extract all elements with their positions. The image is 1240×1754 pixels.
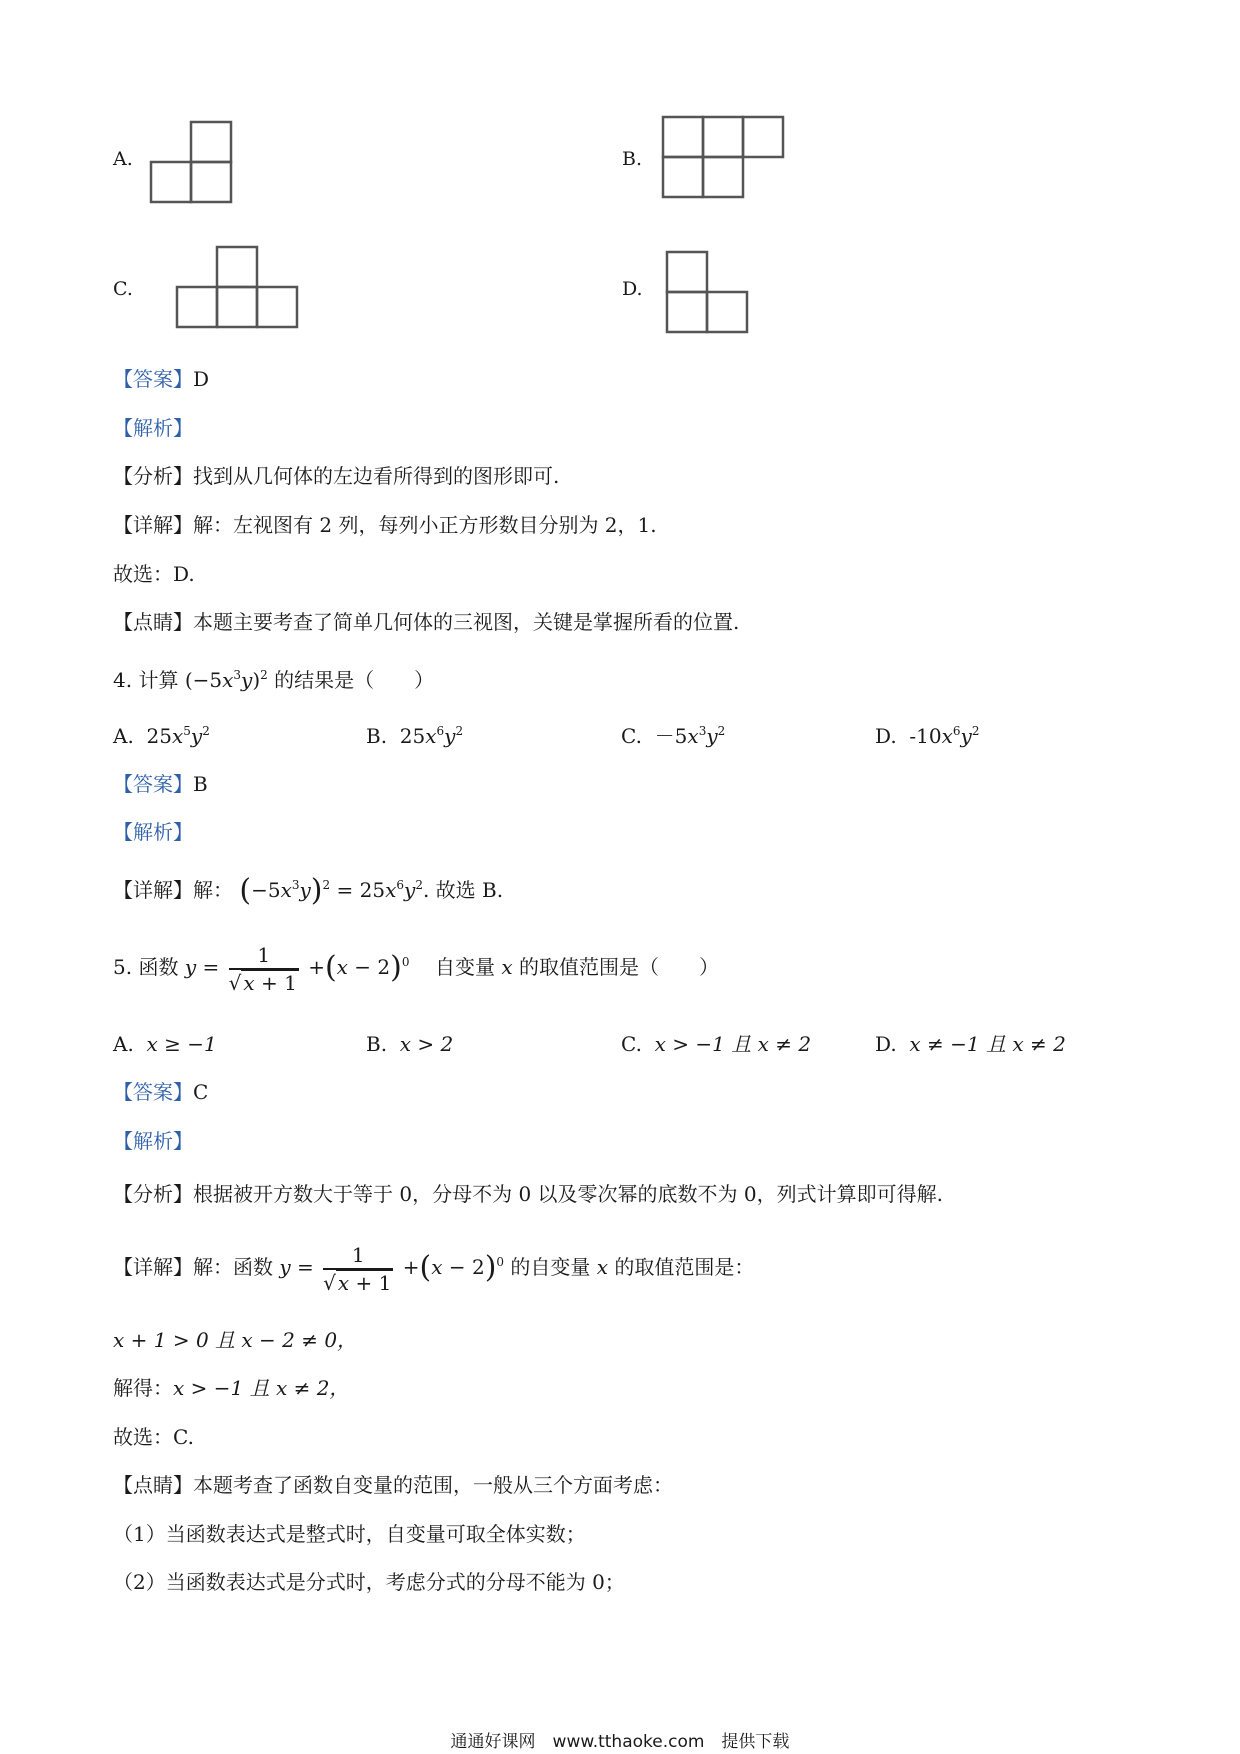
q4-option-b: B. $25x^6y^2$ bbox=[366, 724, 464, 748]
square bbox=[151, 162, 191, 202]
square bbox=[663, 157, 703, 197]
square bbox=[217, 287, 257, 327]
option-b-label: B. bbox=[622, 148, 643, 170]
q4-option-d: D. $-10x^6y^2$ bbox=[875, 724, 980, 748]
q5-option-a: A. x ≥ −1 bbox=[113, 1032, 217, 1056]
q4-option-c: C. $-5x^3y^2$ bbox=[621, 724, 726, 748]
q3-answer: 【答案】D bbox=[113, 367, 210, 391]
q5-detail: 【详解】解：函数 y = $\frac{1}{√ x + 1}$ $+(x - 2)^0$ 的自变量 x 的取值范围是： bbox=[113, 1242, 755, 1295]
q4-analysis-heading: 【解析】 bbox=[113, 820, 193, 844]
option-c-figure bbox=[174, 245, 299, 330]
option-c-label: C. bbox=[113, 278, 133, 300]
q4-option-a: A. $25x^5y^2$ bbox=[113, 724, 210, 748]
square bbox=[177, 287, 217, 327]
square bbox=[667, 252, 707, 292]
q5-solve: 解得：x > −1 且 x ≠ 2， bbox=[113, 1376, 350, 1400]
q5-option-b: B. x > 2 bbox=[366, 1032, 454, 1056]
q5-stem: 5. 函数 y = $\frac{1}{√ x + 1}$ $+(x - 2)^0$ 自变量 x 的取值范围是（ ） bbox=[113, 942, 719, 995]
q5-detail-function: y = $\frac{1}{√ x + 1}$ $+(x - 2)^0$ bbox=[279, 1242, 505, 1295]
option-a-figure bbox=[148, 120, 233, 205]
q5-choose: 故选：C. bbox=[113, 1425, 194, 1449]
q4-answer: 【答案】B bbox=[113, 772, 208, 796]
square bbox=[663, 117, 703, 157]
option-d-figure bbox=[664, 250, 749, 335]
square bbox=[703, 117, 743, 157]
square bbox=[743, 117, 783, 157]
q5-analysis-heading: 【解析】 bbox=[113, 1129, 193, 1153]
q4-expression: $(-5x^3y)^2$ bbox=[184, 668, 268, 692]
option-d-label: D. bbox=[622, 278, 643, 300]
option-a-label: A. bbox=[113, 148, 133, 170]
square bbox=[707, 292, 747, 332]
square bbox=[191, 162, 231, 202]
q3-choose: 故选：D. bbox=[113, 562, 195, 586]
q4-detail-expression: $(-5x^3y)^2 = 25x^6y^2$ bbox=[239, 873, 423, 908]
q4-stem: 4. 计算 $(-5x^3y)^2$ 的结果是（ ） bbox=[113, 668, 435, 692]
q3-detail: 【详解】解：左视图有 2 列，每列小正方形数目分别为 2，1. bbox=[113, 513, 657, 537]
q5-answer: 【答案】C bbox=[113, 1080, 209, 1104]
q3-analysis-heading: 【解析】 bbox=[113, 416, 193, 440]
square bbox=[703, 157, 743, 197]
q4-detail: 【详解】解： $(-5x^3y)^2 = 25x^6y^2$. 故选 B. bbox=[113, 873, 504, 908]
page-footer: 通通好课网 www.tthaoke.com 提供下载 bbox=[450, 1732, 790, 1752]
q5-function: y = $\frac{1}{√ x + 1}$ $+(x - 2)^0$ bbox=[184, 942, 410, 995]
q5-fenxi: 【分析】根据被开方数大于等于 0，分母不为 0 以及零次幂的底数不为 0，列式计算即可得解. bbox=[113, 1182, 943, 1206]
q5-option-c: C. x > −1 且 x ≠ 2 bbox=[621, 1032, 812, 1056]
q5-point-1: （1）当函数表达式是整式时，自变量可取全体实数； bbox=[113, 1522, 586, 1546]
q5-comment: 【点睛】本题考查了函数自变量的范围，一般从三个方面考虑： bbox=[113, 1473, 673, 1497]
q3-fenxi: 【分析】找到从几何体的左边看所得到的图形即可. bbox=[113, 464, 560, 488]
square bbox=[667, 292, 707, 332]
q5-condition: x + 1 > 0 且 x − 2 ≠ 0， bbox=[113, 1328, 358, 1352]
q5-option-d: D. x ≠ −1 且 x ≠ 2 bbox=[875, 1032, 1066, 1056]
square bbox=[217, 247, 257, 287]
option-b-figure bbox=[660, 115, 785, 200]
square bbox=[257, 287, 297, 327]
q3-comment: 【点睛】本题主要考查了简单几何体的三视图，关键是掌握所看的位置. bbox=[113, 610, 740, 634]
square bbox=[191, 122, 231, 162]
q5-point-2: （2）当函数表达式是分式时，考虑分式的分母不能为 0； bbox=[113, 1570, 625, 1594]
